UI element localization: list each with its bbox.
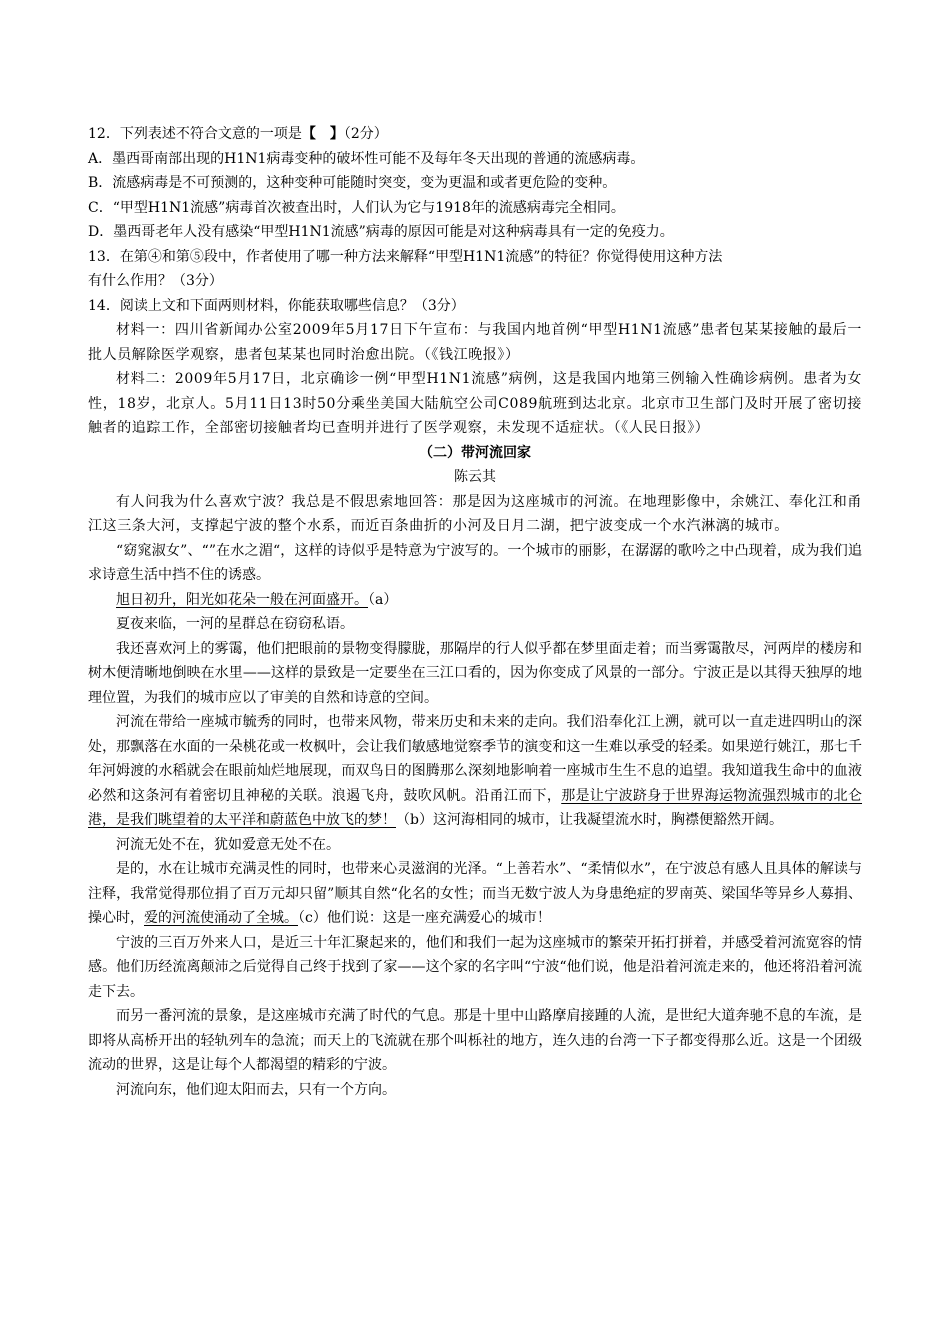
article-paragraph-9: 宁波的三百万外来人口，是近三十年汇聚起来的，他们和我们一起为这座城市的繁荣开拓打拼着，并感受着河流宽容的情感。他们历经流离颠沛之后觉得自己终于找到了家——这个家的名字叫“宁波“他们说，他是沿着河流走来的，他还将沿着河流走下去。 <box>88 934 862 1000</box>
q12-stem: 12．下列表述不符合文意的一项是 <box>88 126 302 142</box>
article-paragraph-5: 我还喜欢河上的雾霭，他们把眼前的景物变得朦胧，那隔岸的行人似乎都在梦里面走着；而当雾霭散尽，河两岸的楼房和树木便清晰地倒映在水里——这样的景致是一定要坐在三江口看的，因为你变成了风景的一部分。宁波正是以其得天独厚的地理位置，为我们的城市应以了审美的自然和诗意的空间。 <box>88 640 862 706</box>
q12-score: （2分） <box>343 126 388 142</box>
article-paragraph-2: “窈窕淑女”、“”在水之湄“，这样的诗似乎是特意为宁波写的。一个城市的丽影，在潺潺的歌吟之中凸现着，成为我们追求诗意生活中挡不住的诱惑。 <box>88 542 862 583</box>
paragraph-6-tail: 这河海相同的城市，让我凝望流水时，胸襟便豁然开阔。 <box>432 812 783 828</box>
exam-page <box>88 122 862 1102</box>
q12-option-b: B．流感病毒是不可预测的，这种变种可能随时突变，变为更温和或者更危险的变种。 <box>88 175 617 191</box>
question-12 <box>88 122 862 147</box>
question-13-line2: 有什么作用？（3分） <box>88 273 223 289</box>
paragraph-6-text: 河流在带给一座城市毓秀的同时，也带来风物，带来历史和未来的走向。我们沿奉化江上溯，就可以一直走进四明山的深处，那飘落在水面的一朵桃花或一枚枫叶，会让我们敏感地觉察季节的演变和这一生难以承受的轻柔。如果逆行姚江，那七千年河姆渡的水稻就会在眼前灿烂地展现，而双鸟日的图腾那么深刻地影响着一座城市生生不息的追望。我知道我生命中的血液必然和这条河有着密切且神秘的关联。浪遏飞舟，鼓吹风帆。沿甬江而下， <box>88 714 862 804</box>
article-paragraph-7: 河流无处不在，犹如爱意无处不在。 <box>116 836 340 853</box>
question-14: 14．阅读上文和下面两则材料，你能获取哪些信息？（3分） <box>88 297 465 314</box>
article-paragraph-1: 有人问我为什么喜欢宁波？我总是不假思索地回答：那是因为这座城市的河流。在地理影像中，余姚江、奉化江和甬江这三条大河，支撑起宁波的整个水系，而近百条曲折的小河及日月二湖，把宁波变成一个水汽淋漓的城市。 <box>88 493 862 534</box>
marker-a: （a） <box>368 591 398 608</box>
paragraph-8-text: 是的，水在让城市充满灵性的同时，也带来心灵滋润的光泽。“上善若水”、“柔情似水”，在宁波总有感人且具体的解读与注释，我常觉得那位捐了百万元却只留”顺其自然“化名的女性；而当无数宁波人为身患绝症的罗南英、梁国华等异乡人募捐、操心时， <box>88 861 862 926</box>
article-paragraph-6 <box>88 710 862 833</box>
q12-option-c: C．“甲型H1N1流感”病毒首次被查出时，人们认为它与1918年的流感病毒完全相同。 <box>88 199 625 216</box>
q12-option-d: D．墨西哥老年人没有感染“甲型H1N1流感”病毒的原因可能是对这种病毒具有一定的免疫力。 <box>88 224 674 240</box>
underlined-sentence-c: 爱的河流使涌动了全城。 <box>144 910 298 926</box>
article-paragraph-4: 夏夜来临，一河的星群总在窃窃私语。 <box>116 616 354 632</box>
q12-option-a: A．墨西哥南部出现的H1N1病毒变种的破坏性可能不及每年冬天出现的普通的流感病毒。 <box>88 150 645 167</box>
marker-c: （c） <box>298 910 327 926</box>
paragraph-8-tail: 他们说：这是一座充满爱心的城市！ <box>326 910 551 926</box>
material-two: 材料二：2009年5月17日，北京确诊一例“甲型H1N1流感”病例，这是我国内地第三例输入性确诊病例。患者为女性，18岁，北京人。5月11日13时50分乘坐美国大陆航空公司C089航班到达北京。北京市卫生部门及时开展了密切接触者的追踪工作，全部密切接触者均已查明并进行了医学观察，未发现不适症状。（《人民日报》） <box>88 371 862 436</box>
answer-bracket: 【 】 <box>301 126 344 142</box>
question-13-line1: 13．在第④和第⑤段中，作者使用了哪一种方法来解释“甲型H1N1流感”的特征？你觉得使用这种方法 <box>88 248 723 265</box>
underlined-sentence-b: 那是让宁波跻身于世界海运物流强烈城市的北仑港，是我们眺望着的太平洋和蔚蓝色中放飞的梦！ <box>88 787 863 828</box>
article-paragraph-8 <box>88 857 862 931</box>
marker-b: （b） <box>396 812 433 828</box>
article-paragraph-3 <box>88 588 862 613</box>
material-one: 材料一：四川省新闻办公室2009年5月17日下午宣布：与我国内地首例“甲型H1N1流感”患者包某某接触的最后一批人员解除医学观察，患者包某某也同时治愈出院。（《钱江晚报》） <box>88 322 862 363</box>
underlined-sentence-a: 旭日初升，阳光如花朵一般在河面盛开。 <box>116 591 368 608</box>
article-paragraph-10: 而另一番河流的景象，是这座城市充满了时代的气息。那是十里中山路摩肩接踵的人流，是世纪大道奔驰不息的车流，是即将从高桥开出的轻轨列车的急流；而天上的飞流就在那个叫栎社的地方，连久违的台湾一下子都变得那么近。这是一个团级流动的世界，这是让每个人都渴望的精彩的宁波。 <box>88 1008 862 1073</box>
article-paragraph-11: 河流向东，他们迎太阳而去，只有一个方向。 <box>116 1081 396 1098</box>
article-author: 陈云其 <box>454 469 496 485</box>
article-title: （二）带河流回家 <box>419 444 531 461</box>
